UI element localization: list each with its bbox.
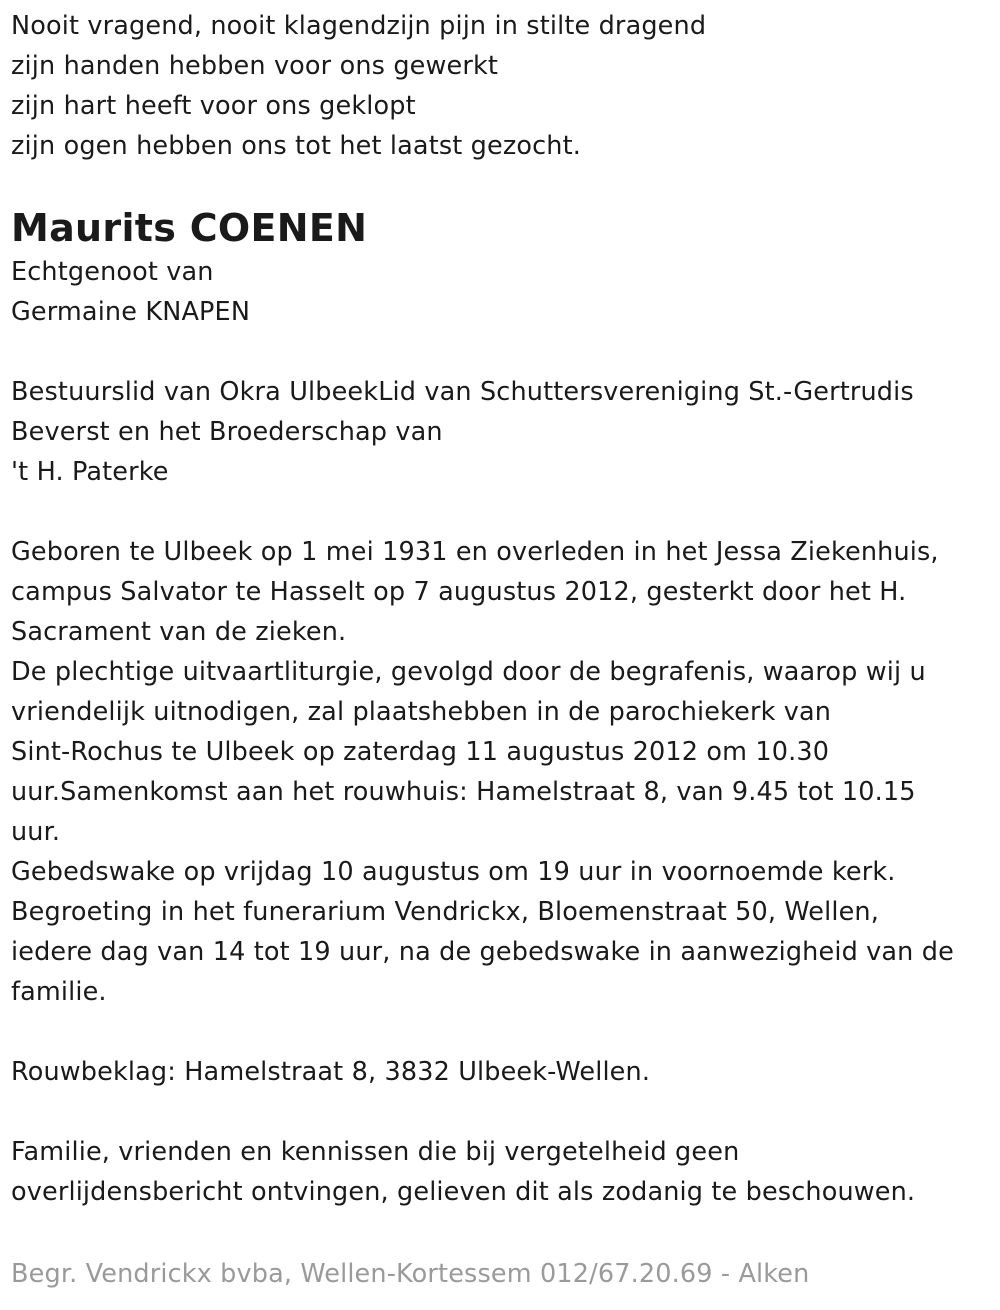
membership-line: Beverst en het Broederschap van bbox=[11, 417, 443, 447]
relation-line: Germaine KNAPEN bbox=[11, 297, 251, 327]
relation bbox=[11, 252, 986, 332]
details-line: iedere dag van 14 tot 19 uur, na de gebedswake in aanwezigheid van de bbox=[11, 937, 954, 967]
poem-line: Nooit vragend, nooit klagendzijn pijn in stilte dragend bbox=[11, 11, 707, 41]
condolences bbox=[11, 1052, 986, 1092]
funeral-home-footer: Begr. Vendrickx bvba, Wellen-Kortessem 012/67.20.69 - Alken bbox=[11, 1259, 810, 1289]
closing-note bbox=[11, 1132, 986, 1212]
relation-line: Echtgenoot van bbox=[11, 257, 214, 287]
condolences-line: Rouwbeklag: Hamelstraat 8, 3832 Ulbeek-Wellen. bbox=[11, 1057, 651, 1087]
details-line: De plechtige uitvaartliturgie, gevolgd door de begrafenis, waarop wij u bbox=[11, 657, 926, 687]
details-line: Sint-Rochus te Ulbeek op zaterdag 11 augustus 2012 om 10.30 bbox=[11, 737, 830, 767]
membership-line: 't H. Paterke bbox=[11, 457, 169, 487]
details-line: uur.Samenkomst aan het rouwhuis: Hamelstraat 8, van 9.45 tot 10.15 bbox=[11, 777, 916, 807]
spacer bbox=[11, 332, 986, 372]
details-line: campus Salvator te Hasselt op 7 augustus 2012, gesterkt door het H. bbox=[11, 577, 907, 607]
deceased-name: Maurits COENEN bbox=[11, 206, 368, 250]
obituary-notice bbox=[11, 0, 986, 1212]
poem-line: zijn ogen hebben ons tot het laatst gezocht. bbox=[11, 131, 582, 161]
details-line: Sacrament van de zieken. bbox=[11, 617, 347, 647]
closing-line: Familie, vrienden en kennissen die bij vergetelheid geen bbox=[11, 1137, 740, 1167]
details-line: Gebedswake op vrijdag 10 augustus om 19 uur in voornoemde kerk. bbox=[11, 857, 896, 887]
closing-line: overlijdensbericht ontvingen, gelieven dit als zodanig te beschouwen. bbox=[11, 1177, 916, 1207]
details bbox=[11, 532, 986, 1012]
details-line: Geboren te Ulbeek op 1 mei 1931 en overleden in het Jessa Ziekenhuis, bbox=[11, 537, 939, 567]
membership-line: Bestuurslid van Okra UlbeekLid van Schuttersvereniging St.-Gertrudis bbox=[11, 377, 914, 407]
poem-line: zijn handen hebben voor ons gewerkt bbox=[11, 51, 499, 81]
poem-line: zijn hart heeft voor ons geklopt bbox=[11, 91, 416, 121]
spacer bbox=[11, 1092, 986, 1132]
spacer bbox=[11, 492, 986, 532]
details-line: uur. bbox=[11, 817, 61, 847]
poem bbox=[11, 6, 986, 166]
memberships bbox=[11, 372, 986, 492]
details-line: Begroeting in het funerarium Vendrickx, Bloemenstraat 50, Wellen, bbox=[11, 897, 879, 927]
details-line: familie. bbox=[11, 977, 107, 1007]
details-line: vriendelijk uitnodigen, zal plaatshebben in de parochiekerk van bbox=[11, 697, 832, 727]
spacer bbox=[11, 1012, 986, 1052]
